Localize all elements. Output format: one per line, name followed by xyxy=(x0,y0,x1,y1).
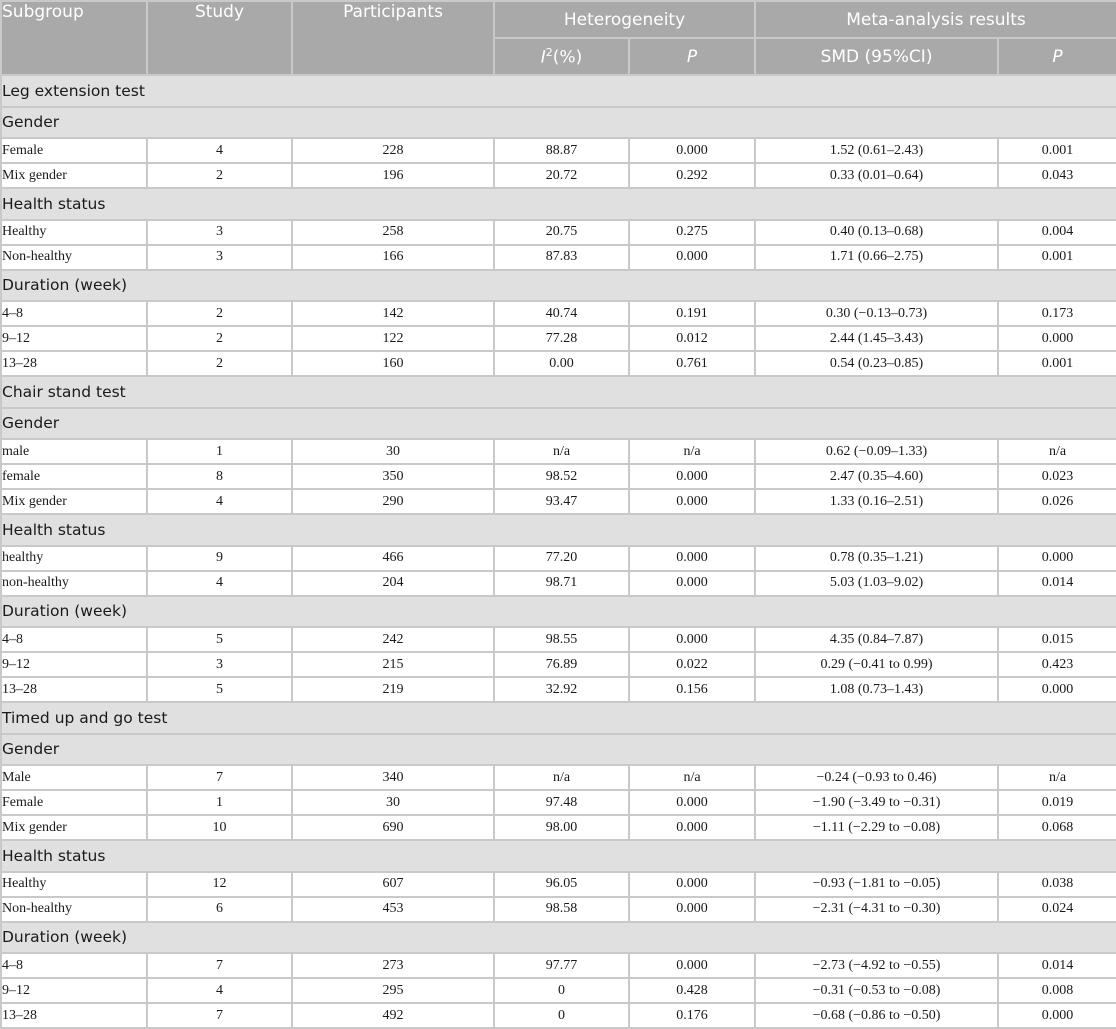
cell-results-p: 0.014 xyxy=(998,953,1116,978)
cell-study: 7 xyxy=(147,953,292,978)
group-row xyxy=(1,270,1116,302)
cell-smd: −2.31 (−4.31 to −0.30) xyxy=(755,897,998,922)
cell-results-p: 0.043 xyxy=(998,163,1116,188)
table-row xyxy=(1,953,1116,978)
header-results-p: P xyxy=(998,38,1116,75)
header-heterogeneity-p: P xyxy=(629,38,755,75)
cell-smd: 1.33 (0.16–2.51) xyxy=(755,489,998,514)
cell-subgroup: 4–8 xyxy=(1,627,147,652)
cell-heterogeneity-p: 0.000 xyxy=(629,627,755,652)
cell-study: 1 xyxy=(147,439,292,464)
cell-study: 3 xyxy=(147,220,292,245)
cell-subgroup: Mix gender xyxy=(1,815,147,840)
cell-subgroup: Non-healthy xyxy=(1,897,147,922)
cell-participants: 219 xyxy=(292,677,494,702)
cell-participants: 340 xyxy=(292,765,494,790)
group-row xyxy=(1,107,1116,139)
cell-heterogeneity-p: 0.000 xyxy=(629,546,755,571)
cell-participants: 492 xyxy=(292,1003,494,1028)
cell-smd: 0.78 (0.35–1.21) xyxy=(755,546,998,571)
cell-participants: 290 xyxy=(292,489,494,514)
cell-smd: −1.11 (−2.29 to −0.08) xyxy=(755,815,998,840)
header-smd: SMD (95%CI) xyxy=(755,38,998,75)
cell-smd: −0.31 (−0.53 to −0.08) xyxy=(755,978,998,1003)
cell-heterogeneity-p: n/a xyxy=(629,765,755,790)
cell-i2: 32.92 xyxy=(494,677,629,702)
cell-study: 4 xyxy=(147,138,292,163)
cell-study: 2 xyxy=(147,301,292,326)
cell-i2: 77.20 xyxy=(494,546,629,571)
cell-results-p: 0.001 xyxy=(998,245,1116,270)
cell-study: 9 xyxy=(147,546,292,571)
cell-participants: 30 xyxy=(292,439,494,464)
cell-participants: 350 xyxy=(292,464,494,489)
header-i2-unit: (%) xyxy=(552,47,583,68)
cell-participants: 160 xyxy=(292,351,494,376)
cell-i2: 0 xyxy=(494,1003,629,1028)
cell-participants: 258 xyxy=(292,220,494,245)
cell-results-p: n/a xyxy=(998,765,1116,790)
cell-study: 4 xyxy=(147,489,292,514)
cell-i2: 97.77 xyxy=(494,953,629,978)
cell-subgroup: Healthy xyxy=(1,872,147,897)
cell-study: 6 xyxy=(147,897,292,922)
cell-heterogeneity-p: 0.156 xyxy=(629,677,755,702)
group-title: Duration (week) xyxy=(1,922,1116,954)
cell-participants: 242 xyxy=(292,627,494,652)
cell-i2: 88.87 xyxy=(494,138,629,163)
cell-i2: 98.52 xyxy=(494,464,629,489)
section-row xyxy=(1,702,1116,734)
cell-study: 4 xyxy=(147,978,292,1003)
cell-study: 12 xyxy=(147,872,292,897)
cell-results-p: 0.008 xyxy=(998,978,1116,1003)
cell-study: 3 xyxy=(147,245,292,270)
header-i2 xyxy=(494,38,629,75)
cell-heterogeneity-p: 0.292 xyxy=(629,163,755,188)
table-row xyxy=(1,815,1116,840)
cell-i2: 98.55 xyxy=(494,627,629,652)
table-row xyxy=(1,897,1116,922)
cell-results-p: 0.423 xyxy=(998,652,1116,677)
table-row xyxy=(1,489,1116,514)
cell-i2: 20.72 xyxy=(494,163,629,188)
cell-results-p: 0.173 xyxy=(998,301,1116,326)
header-i2-letter: I xyxy=(540,47,546,68)
cell-subgroup: female xyxy=(1,464,147,489)
cell-study: 1 xyxy=(147,790,292,815)
cell-i2: 40.74 xyxy=(494,301,629,326)
cell-subgroup: 9–12 xyxy=(1,978,147,1003)
cell-heterogeneity-p: 0.012 xyxy=(629,326,755,351)
cell-heterogeneity-p: 0.000 xyxy=(629,790,755,815)
table-row xyxy=(1,1003,1116,1028)
cell-results-p: 0.001 xyxy=(998,351,1116,376)
cell-subgroup: Female xyxy=(1,138,147,163)
section-title: Leg extension test xyxy=(1,75,1116,107)
cell-study: 8 xyxy=(147,464,292,489)
cell-participants: 466 xyxy=(292,546,494,571)
cell-smd: −2.73 (−4.92 to −0.55) xyxy=(755,953,998,978)
table-row xyxy=(1,464,1116,489)
table-row xyxy=(1,245,1116,270)
table-row xyxy=(1,326,1116,351)
cell-study: 2 xyxy=(147,351,292,376)
cell-subgroup: male xyxy=(1,439,147,464)
cell-heterogeneity-p: 0.428 xyxy=(629,978,755,1003)
table-header xyxy=(1,1,1116,75)
table-body xyxy=(1,75,1116,1028)
cell-smd: 4.35 (0.84–7.87) xyxy=(755,627,998,652)
cell-results-p: n/a xyxy=(998,439,1116,464)
cell-participants: 295 xyxy=(292,978,494,1003)
cell-study: 5 xyxy=(147,627,292,652)
group-row xyxy=(1,922,1116,954)
table-row xyxy=(1,627,1116,652)
cell-participants: 228 xyxy=(292,138,494,163)
cell-results-p: 0.014 xyxy=(998,571,1116,596)
cell-smd: 0.30 (−0.13–0.73) xyxy=(755,301,998,326)
cell-heterogeneity-p: 0.000 xyxy=(629,872,755,897)
cell-subgroup: non-healthy xyxy=(1,571,147,596)
cell-participants: 142 xyxy=(292,301,494,326)
table-row xyxy=(1,351,1116,376)
cell-i2: 98.71 xyxy=(494,571,629,596)
cell-smd: −0.24 (−0.93 to 0.46) xyxy=(755,765,998,790)
cell-results-p: 0.015 xyxy=(998,627,1116,652)
cell-results-p: 0.023 xyxy=(998,464,1116,489)
cell-smd: −1.90 (−3.49 to −0.31) xyxy=(755,790,998,815)
header-subgroup: Subgroup xyxy=(1,1,147,75)
cell-i2: 0 xyxy=(494,978,629,1003)
cell-heterogeneity-p: 0.761 xyxy=(629,351,755,376)
cell-smd: 5.03 (1.03–9.02) xyxy=(755,571,998,596)
group-row xyxy=(1,188,1116,220)
cell-results-p: 0.024 xyxy=(998,897,1116,922)
group-title: Gender xyxy=(1,107,1116,139)
cell-subgroup: Mix gender xyxy=(1,163,147,188)
cell-participants: 30 xyxy=(292,790,494,815)
cell-i2: 76.89 xyxy=(494,652,629,677)
cell-subgroup: 9–12 xyxy=(1,652,147,677)
cell-i2: 98.58 xyxy=(494,897,629,922)
cell-subgroup: healthy xyxy=(1,546,147,571)
cell-participants: 196 xyxy=(292,163,494,188)
cell-heterogeneity-p: 0.000 xyxy=(629,489,755,514)
cell-results-p: 0.000 xyxy=(998,1003,1116,1028)
cell-i2: 93.47 xyxy=(494,489,629,514)
cell-smd: 1.71 (0.66–2.75) xyxy=(755,245,998,270)
group-title: Gender xyxy=(1,734,1116,766)
header-heterogeneity: Heterogeneity xyxy=(494,1,755,38)
group-row xyxy=(1,514,1116,546)
cell-heterogeneity-p: 0.022 xyxy=(629,652,755,677)
cell-participants: 215 xyxy=(292,652,494,677)
cell-participants: 453 xyxy=(292,897,494,922)
group-row xyxy=(1,408,1116,440)
cell-heterogeneity-p: 0.275 xyxy=(629,220,755,245)
cell-participants: 607 xyxy=(292,872,494,897)
cell-heterogeneity-p: 0.000 xyxy=(629,953,755,978)
cell-participants: 122 xyxy=(292,326,494,351)
table-row xyxy=(1,220,1116,245)
header-i2-superscript: 2 xyxy=(545,45,553,59)
group-title: Duration (week) xyxy=(1,596,1116,628)
cell-subgroup: 9–12 xyxy=(1,326,147,351)
cell-study: 4 xyxy=(147,571,292,596)
table-row xyxy=(1,546,1116,571)
section-title: Timed up and go test xyxy=(1,702,1116,734)
cell-smd: 2.44 (1.45–3.43) xyxy=(755,326,998,351)
cell-heterogeneity-p: 0.000 xyxy=(629,571,755,596)
cell-participants: 204 xyxy=(292,571,494,596)
cell-heterogeneity-p: 0.000 xyxy=(629,245,755,270)
cell-smd: −0.68 (−0.86 to −0.50) xyxy=(755,1003,998,1028)
table-row xyxy=(1,978,1116,1003)
header-meta-analysis-results: Meta-analysis results xyxy=(755,1,1116,38)
table-row xyxy=(1,138,1116,163)
cell-smd: 0.40 (0.13–0.68) xyxy=(755,220,998,245)
cell-i2: n/a xyxy=(494,765,629,790)
cell-subgroup: Mix gender xyxy=(1,489,147,514)
cell-smd: 0.29 (−0.41 to 0.99) xyxy=(755,652,998,677)
cell-i2: n/a xyxy=(494,439,629,464)
group-row xyxy=(1,734,1116,766)
group-title: Health status xyxy=(1,188,1116,220)
cell-smd: 2.47 (0.35–4.60) xyxy=(755,464,998,489)
cell-i2: 97.48 xyxy=(494,790,629,815)
table-row xyxy=(1,872,1116,897)
cell-study: 10 xyxy=(147,815,292,840)
cell-smd: 0.33 (0.01–0.64) xyxy=(755,163,998,188)
cell-subgroup: Female xyxy=(1,790,147,815)
cell-i2: 0.00 xyxy=(494,351,629,376)
cell-heterogeneity-p: 0.000 xyxy=(629,464,755,489)
group-title: Health status xyxy=(1,840,1116,872)
cell-subgroup: 13–28 xyxy=(1,677,147,702)
cell-results-p: 0.038 xyxy=(998,872,1116,897)
cell-heterogeneity-p: 0.191 xyxy=(629,301,755,326)
cell-smd: −0.93 (−1.81 to −0.05) xyxy=(755,872,998,897)
cell-results-p: 0.068 xyxy=(998,815,1116,840)
cell-subgroup: Male xyxy=(1,765,147,790)
group-row xyxy=(1,840,1116,872)
group-title: Duration (week) xyxy=(1,270,1116,302)
cell-subgroup: Non-healthy xyxy=(1,245,147,270)
cell-heterogeneity-p: 0.000 xyxy=(629,815,755,840)
section-title: Chair stand test xyxy=(1,376,1116,408)
cell-results-p: 0.000 xyxy=(998,546,1116,571)
section-row xyxy=(1,75,1116,107)
group-row xyxy=(1,596,1116,628)
cell-subgroup: 13–28 xyxy=(1,351,147,376)
cell-participants: 690 xyxy=(292,815,494,840)
cell-smd: 1.08 (0.73–1.43) xyxy=(755,677,998,702)
cell-participants: 166 xyxy=(292,245,494,270)
cell-i2: 98.00 xyxy=(494,815,629,840)
table-row xyxy=(1,765,1116,790)
cell-subgroup: Healthy xyxy=(1,220,147,245)
cell-results-p: 0.004 xyxy=(998,220,1116,245)
table-row xyxy=(1,301,1116,326)
table-row xyxy=(1,790,1116,815)
cell-smd: 1.52 (0.61–2.43) xyxy=(755,138,998,163)
cell-subgroup: 13–28 xyxy=(1,1003,147,1028)
group-title: Gender xyxy=(1,408,1116,440)
table-row xyxy=(1,439,1116,464)
cell-study: 5 xyxy=(147,677,292,702)
cell-results-p: 0.000 xyxy=(998,677,1116,702)
cell-smd: 0.54 (0.23–0.85) xyxy=(755,351,998,376)
cell-heterogeneity-p: 0.000 xyxy=(629,138,755,163)
section-row xyxy=(1,376,1116,408)
cell-study: 7 xyxy=(147,765,292,790)
cell-subgroup: 4–8 xyxy=(1,953,147,978)
cell-results-p: 0.019 xyxy=(998,790,1116,815)
cell-study: 2 xyxy=(147,163,292,188)
cell-results-p: 0.001 xyxy=(998,138,1116,163)
table-row xyxy=(1,571,1116,596)
cell-heterogeneity-p: 0.176 xyxy=(629,1003,755,1028)
cell-smd: 0.62 (−0.09–1.33) xyxy=(755,439,998,464)
cell-participants: 273 xyxy=(292,953,494,978)
group-title: Health status xyxy=(1,514,1116,546)
cell-heterogeneity-p: n/a xyxy=(629,439,755,464)
table-row xyxy=(1,677,1116,702)
cell-study: 2 xyxy=(147,326,292,351)
cell-i2: 87.83 xyxy=(494,245,629,270)
cell-heterogeneity-p: 0.000 xyxy=(629,897,755,922)
cell-i2: 96.05 xyxy=(494,872,629,897)
table-row xyxy=(1,652,1116,677)
cell-i2: 20.75 xyxy=(494,220,629,245)
table-row xyxy=(1,163,1116,188)
cell-results-p: 0.000 xyxy=(998,326,1116,351)
cell-results-p: 0.026 xyxy=(998,489,1116,514)
header-study: Study xyxy=(147,1,292,75)
header-participants: Participants xyxy=(292,1,494,75)
cell-study: 3 xyxy=(147,652,292,677)
cell-i2: 77.28 xyxy=(494,326,629,351)
cell-study: 7 xyxy=(147,1003,292,1028)
cell-subgroup: 4–8 xyxy=(1,301,147,326)
